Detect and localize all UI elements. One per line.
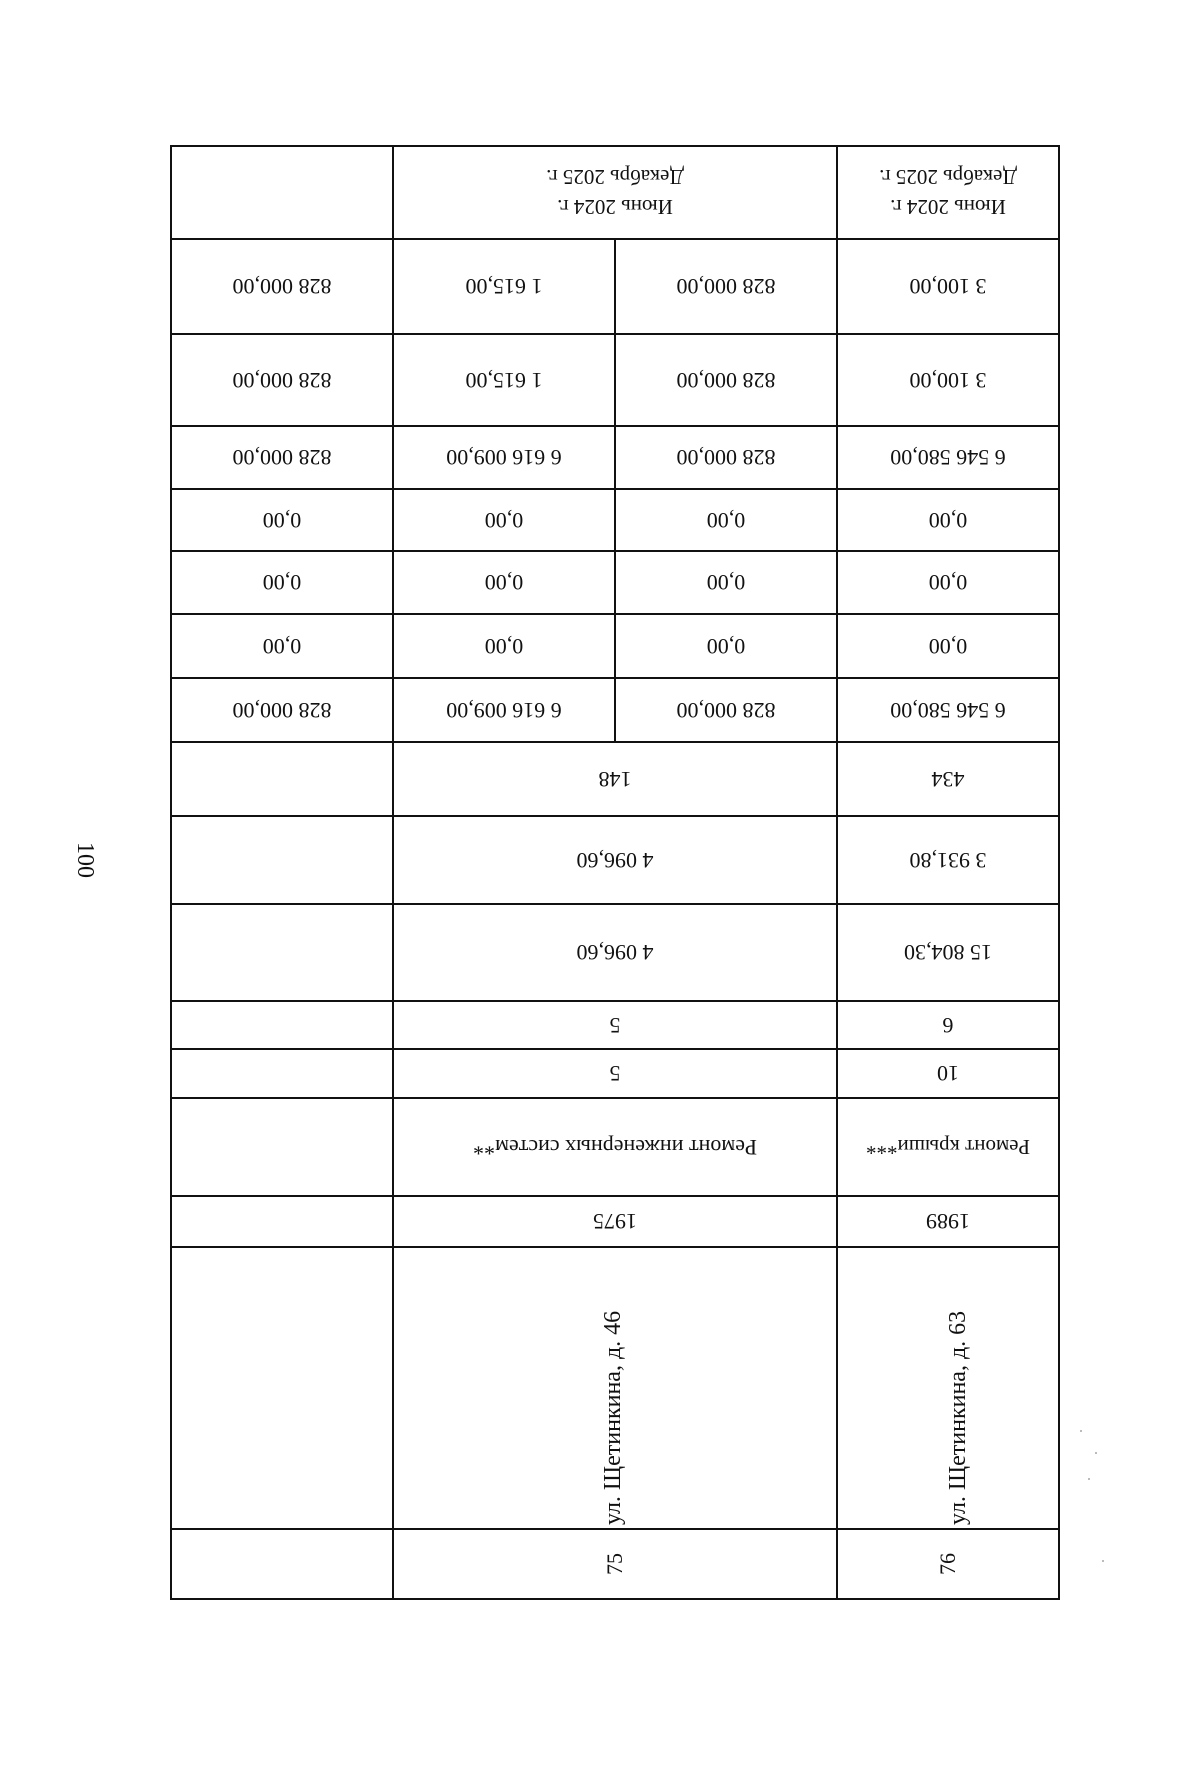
local-budget-cell: 0,00 xyxy=(706,508,746,533)
period-cell xyxy=(838,147,1058,238)
unit-cost-cell: 3 100,00 xyxy=(909,368,987,393)
unit-limit-cell: 828 000,00 xyxy=(232,274,332,300)
year-built-cell: 1989 xyxy=(926,1209,970,1235)
living-area-cell: 3 931,80 xyxy=(909,848,987,873)
total-area-cell: 4 096,60 xyxy=(576,940,654,966)
entrances-cell: 6 xyxy=(942,1013,954,1038)
scan-speck xyxy=(1095,1452,1097,1454)
federal-funds-cell: 0,00 xyxy=(484,634,524,659)
address-cell: ул. Щетинкина, д. 46 xyxy=(600,1310,626,1525)
local-budget-cell: 0,00 xyxy=(262,508,302,533)
unit-cost-cell: 828 000,00 xyxy=(676,368,776,393)
federal-funds-cell: 0,00 xyxy=(262,634,302,659)
total-cost-cell: 6 616 009,00 xyxy=(446,698,562,723)
period-start: Июнь 2024 г. xyxy=(890,195,1006,220)
local-budget-cell: 0,00 xyxy=(928,508,968,533)
scan-speck xyxy=(1102,1560,1104,1562)
work-type-cell: Ремонт инженерных систем** xyxy=(473,1135,757,1160)
repair-schedule-table xyxy=(170,145,1060,1600)
work-type-cell: Ремонт крыши*** xyxy=(866,1135,1030,1160)
table-border-right xyxy=(1058,145,1060,1600)
total-area-cell: 15 804,30 xyxy=(904,940,992,966)
scan-speck xyxy=(1080,1430,1082,1432)
address-cell: ул. Щетинкина, д. 63 xyxy=(945,1310,971,1525)
floors-cell: 10 xyxy=(937,1061,959,1087)
federal-funds-cell: 0,00 xyxy=(928,634,968,659)
owners-funds-cell: 6 546 580,00 xyxy=(890,445,1006,471)
row-divider xyxy=(170,1246,1060,1248)
regional-budget-cell: 0,00 xyxy=(262,570,302,596)
period-cell xyxy=(394,147,836,238)
total-cost-cell: 6 546 580,00 xyxy=(890,698,1006,723)
owners-funds-cell: 828 000,00 xyxy=(232,445,332,471)
regional-budget-cell: 0,00 xyxy=(706,570,746,596)
page-number: 100 xyxy=(72,842,98,878)
living-area-cell: 4 096,60 xyxy=(576,848,654,873)
year-built-cell: 1975 xyxy=(593,1209,637,1235)
owners-funds-cell: 828 000,00 xyxy=(676,445,776,471)
owners-funds-cell: 6 616 009,00 xyxy=(446,445,562,471)
total-cost-cell: 828 000,00 xyxy=(232,698,332,723)
residents-cell: 434 xyxy=(931,767,965,792)
unit-limit-cell: 828 000,00 xyxy=(676,274,776,300)
residents-cell: 148 xyxy=(598,767,632,792)
floors-cell: 5 xyxy=(609,1061,621,1087)
scan-speck xyxy=(1088,1478,1090,1480)
unit-cost-cell: 1 615,00 xyxy=(465,368,543,393)
period-end: Декабрь 2025 г. xyxy=(546,165,684,190)
federal-funds-cell: 0,00 xyxy=(706,634,746,659)
period-end: Декабрь 2025 г. xyxy=(879,165,1017,190)
regional-budget-cell: 0,00 xyxy=(484,570,524,596)
unit-cost-cell: 828 000,00 xyxy=(232,368,332,393)
unit-limit-cell: 3 100,00 xyxy=(909,274,987,300)
period-start: Июнь 2024 г. xyxy=(557,195,673,220)
unit-limit-cell: 1 615,00 xyxy=(465,274,543,300)
row-number-cell: 76 xyxy=(935,1553,960,1575)
regional-budget-cell: 0,00 xyxy=(928,570,968,596)
entrances-cell: 5 xyxy=(609,1013,621,1038)
local-budget-cell: 0,00 xyxy=(484,508,524,533)
total-cost-cell: 828 000,00 xyxy=(676,698,776,723)
row-number-cell: 75 xyxy=(602,1553,627,1575)
